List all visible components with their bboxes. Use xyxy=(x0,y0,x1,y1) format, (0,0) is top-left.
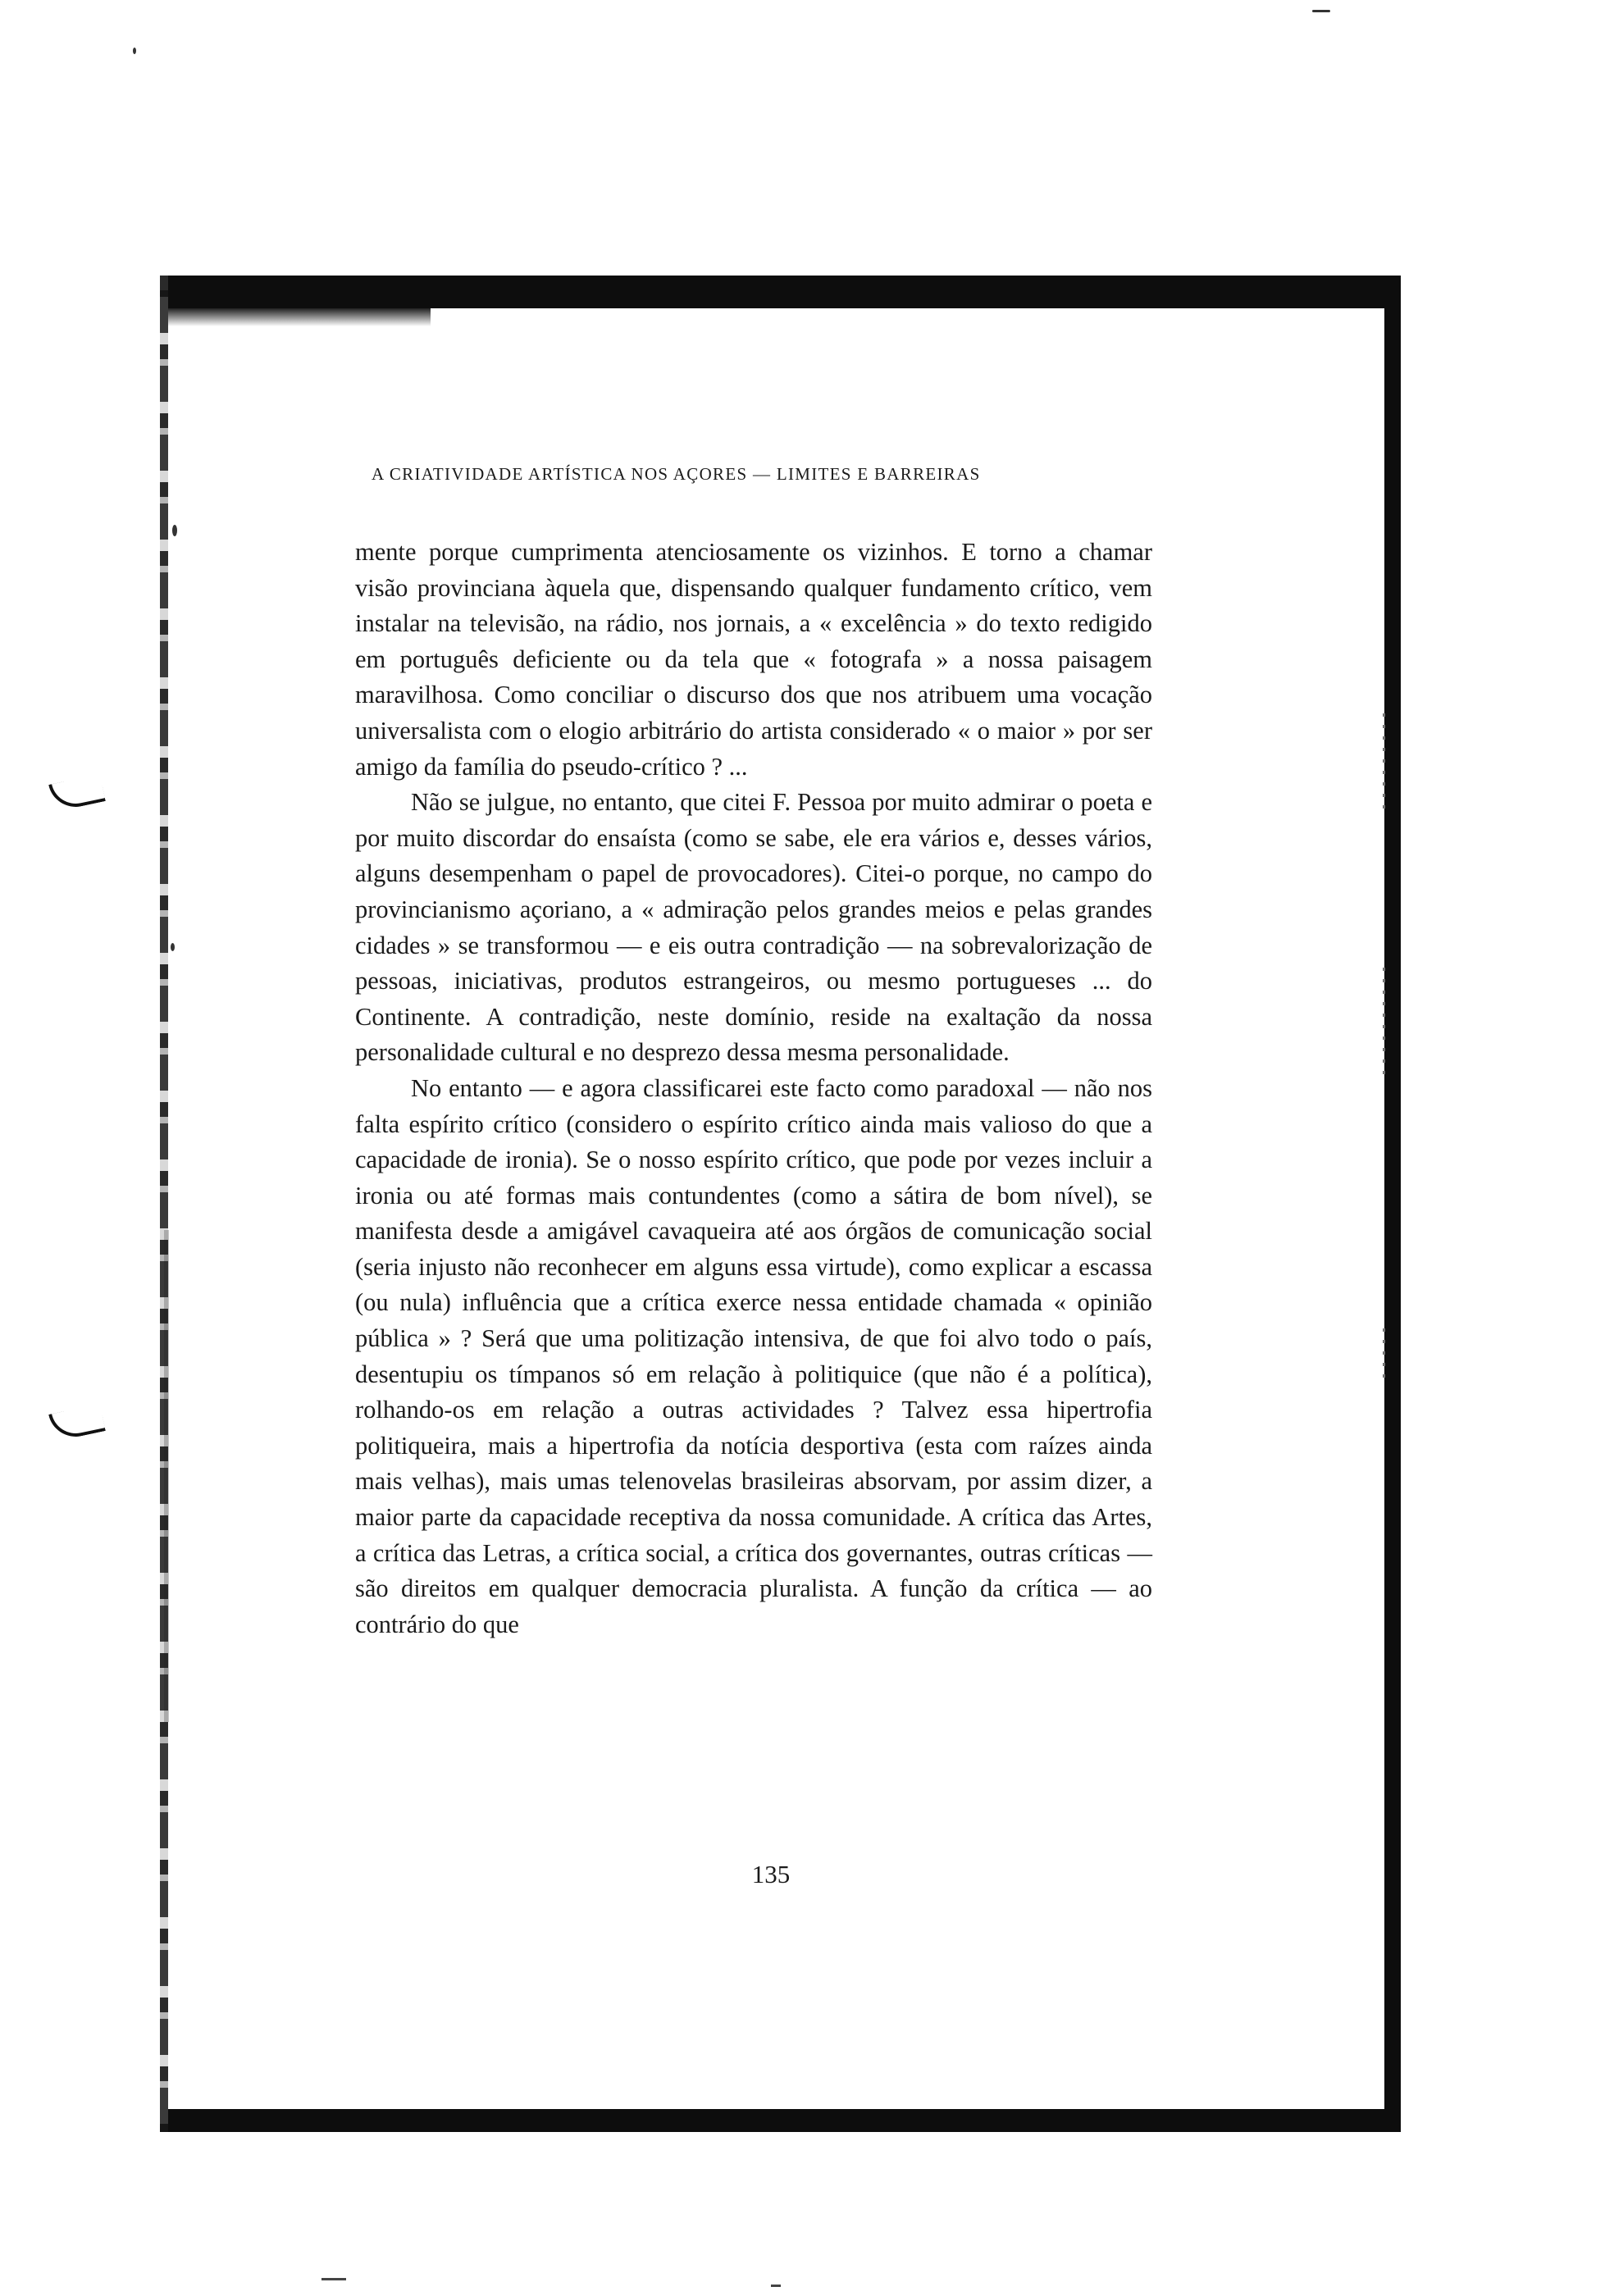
body-text xyxy=(355,535,1152,1642)
page-frame-bottom-edge xyxy=(160,2109,1401,2132)
scan-speck xyxy=(171,943,175,951)
page-frame-left-edge xyxy=(160,276,168,2132)
scan-speck xyxy=(133,48,136,54)
page-number: 135 xyxy=(751,1860,791,1888)
paragraph: Não se julgue, no entanto, que citei F. Pessoa por muito admirar o poeta e por muito discordar do ensaísta (como se sabe, ele era vários e, desses vários, alguns desempenham o papel de provocadores). Citei-o porque, no campo do provincianismo açoriano, a « admiração pelos grandes meios e pelas grandes cidades » se transformou — e eis outra contradição — na sobrevalorização de pessoas, iniciativas, produtos estrangeiros, ou mesmo portugueses ... do Continente. A contradição, neste domínio, reside na exaltação da nossa personalidade cultural e no desprezo dessa mesma personalidade. xyxy=(355,788,1152,1067)
scan-speck xyxy=(1312,10,1330,12)
scan-mark xyxy=(771,2285,781,2287)
scan-artifact-dots xyxy=(1383,1328,1385,1378)
page-frame-top-edge xyxy=(160,276,1398,308)
running-head: A CRIATIVIDADE ARTÍSTICA NOS AÇORES — LIMITES E BARREIRAS xyxy=(372,464,981,484)
scan-speck xyxy=(172,525,177,536)
page-frame-right-edge xyxy=(1384,276,1401,2132)
scan-artifact-dots xyxy=(1383,713,1385,812)
crop-mark xyxy=(48,774,106,813)
scan-mark xyxy=(321,2278,346,2280)
paragraph: mente porque cumprimenta atenciosamente os vizinhos. E torno a chamar visão provinciana àquela que, dispensando qualquer fundamento crítico, vem instalar na televisão, na rádio, nos jornais, a « excelência » do texto redigido em português deficiente ou da tela que « fotografa » a nossa paisagem maravilhosa. Como conciliar o discurso dos que nos atribuem uma vocação universalista com o elogio arbitrário do artista considerado « o maior » por ser amigo da família do pseudo-crítico ? ... xyxy=(355,538,1152,781)
scan-artifact-dots xyxy=(1383,968,1385,1082)
paragraph: No entanto — e agora classificarei este facto como paradoxal — não nos falta espírito crítico (considero o espírito crítico ainda mais valioso do que a capacidade de ironia). Se o nosso espírito crítico, que pode por vezes incluir a ironia ou até formas mais contundentes (como a sátira de bom nível), se manifesta desde a amigável cavaqueira até aos órgãos de comunicação social (seria injusto não reconhecer em alguns essa virtude), como explicar a escassa (ou nula) influência que a crítica exerce nessa entidade chamada « opinião pública » ? Será que uma politização intensiva, de que foi alvo todo o país, desentupiu os tímpanos só em relação à politiquice (que não é a política), rolhando-os em relação a outras actividades ? Talvez essa hipertrofia politiqueira, mais a hipertrofia da notícia desportiva (esta com raízes ainda mais velhas), mais umas telenovelas brasileiras absorvam, por assim dizer, a maior parte da capacidade receptiva da nossa comunidade. A crítica das Artes, a crítica das Letras, a crítica social, a crítica dos governantes, outras críticas — são direitos em qualquer democracia pluralista. A função da crítica — ao contrário do que xyxy=(355,1073,1152,1638)
crop-mark xyxy=(48,1404,106,1442)
page-frame-left-shadow xyxy=(164,1230,169,1722)
